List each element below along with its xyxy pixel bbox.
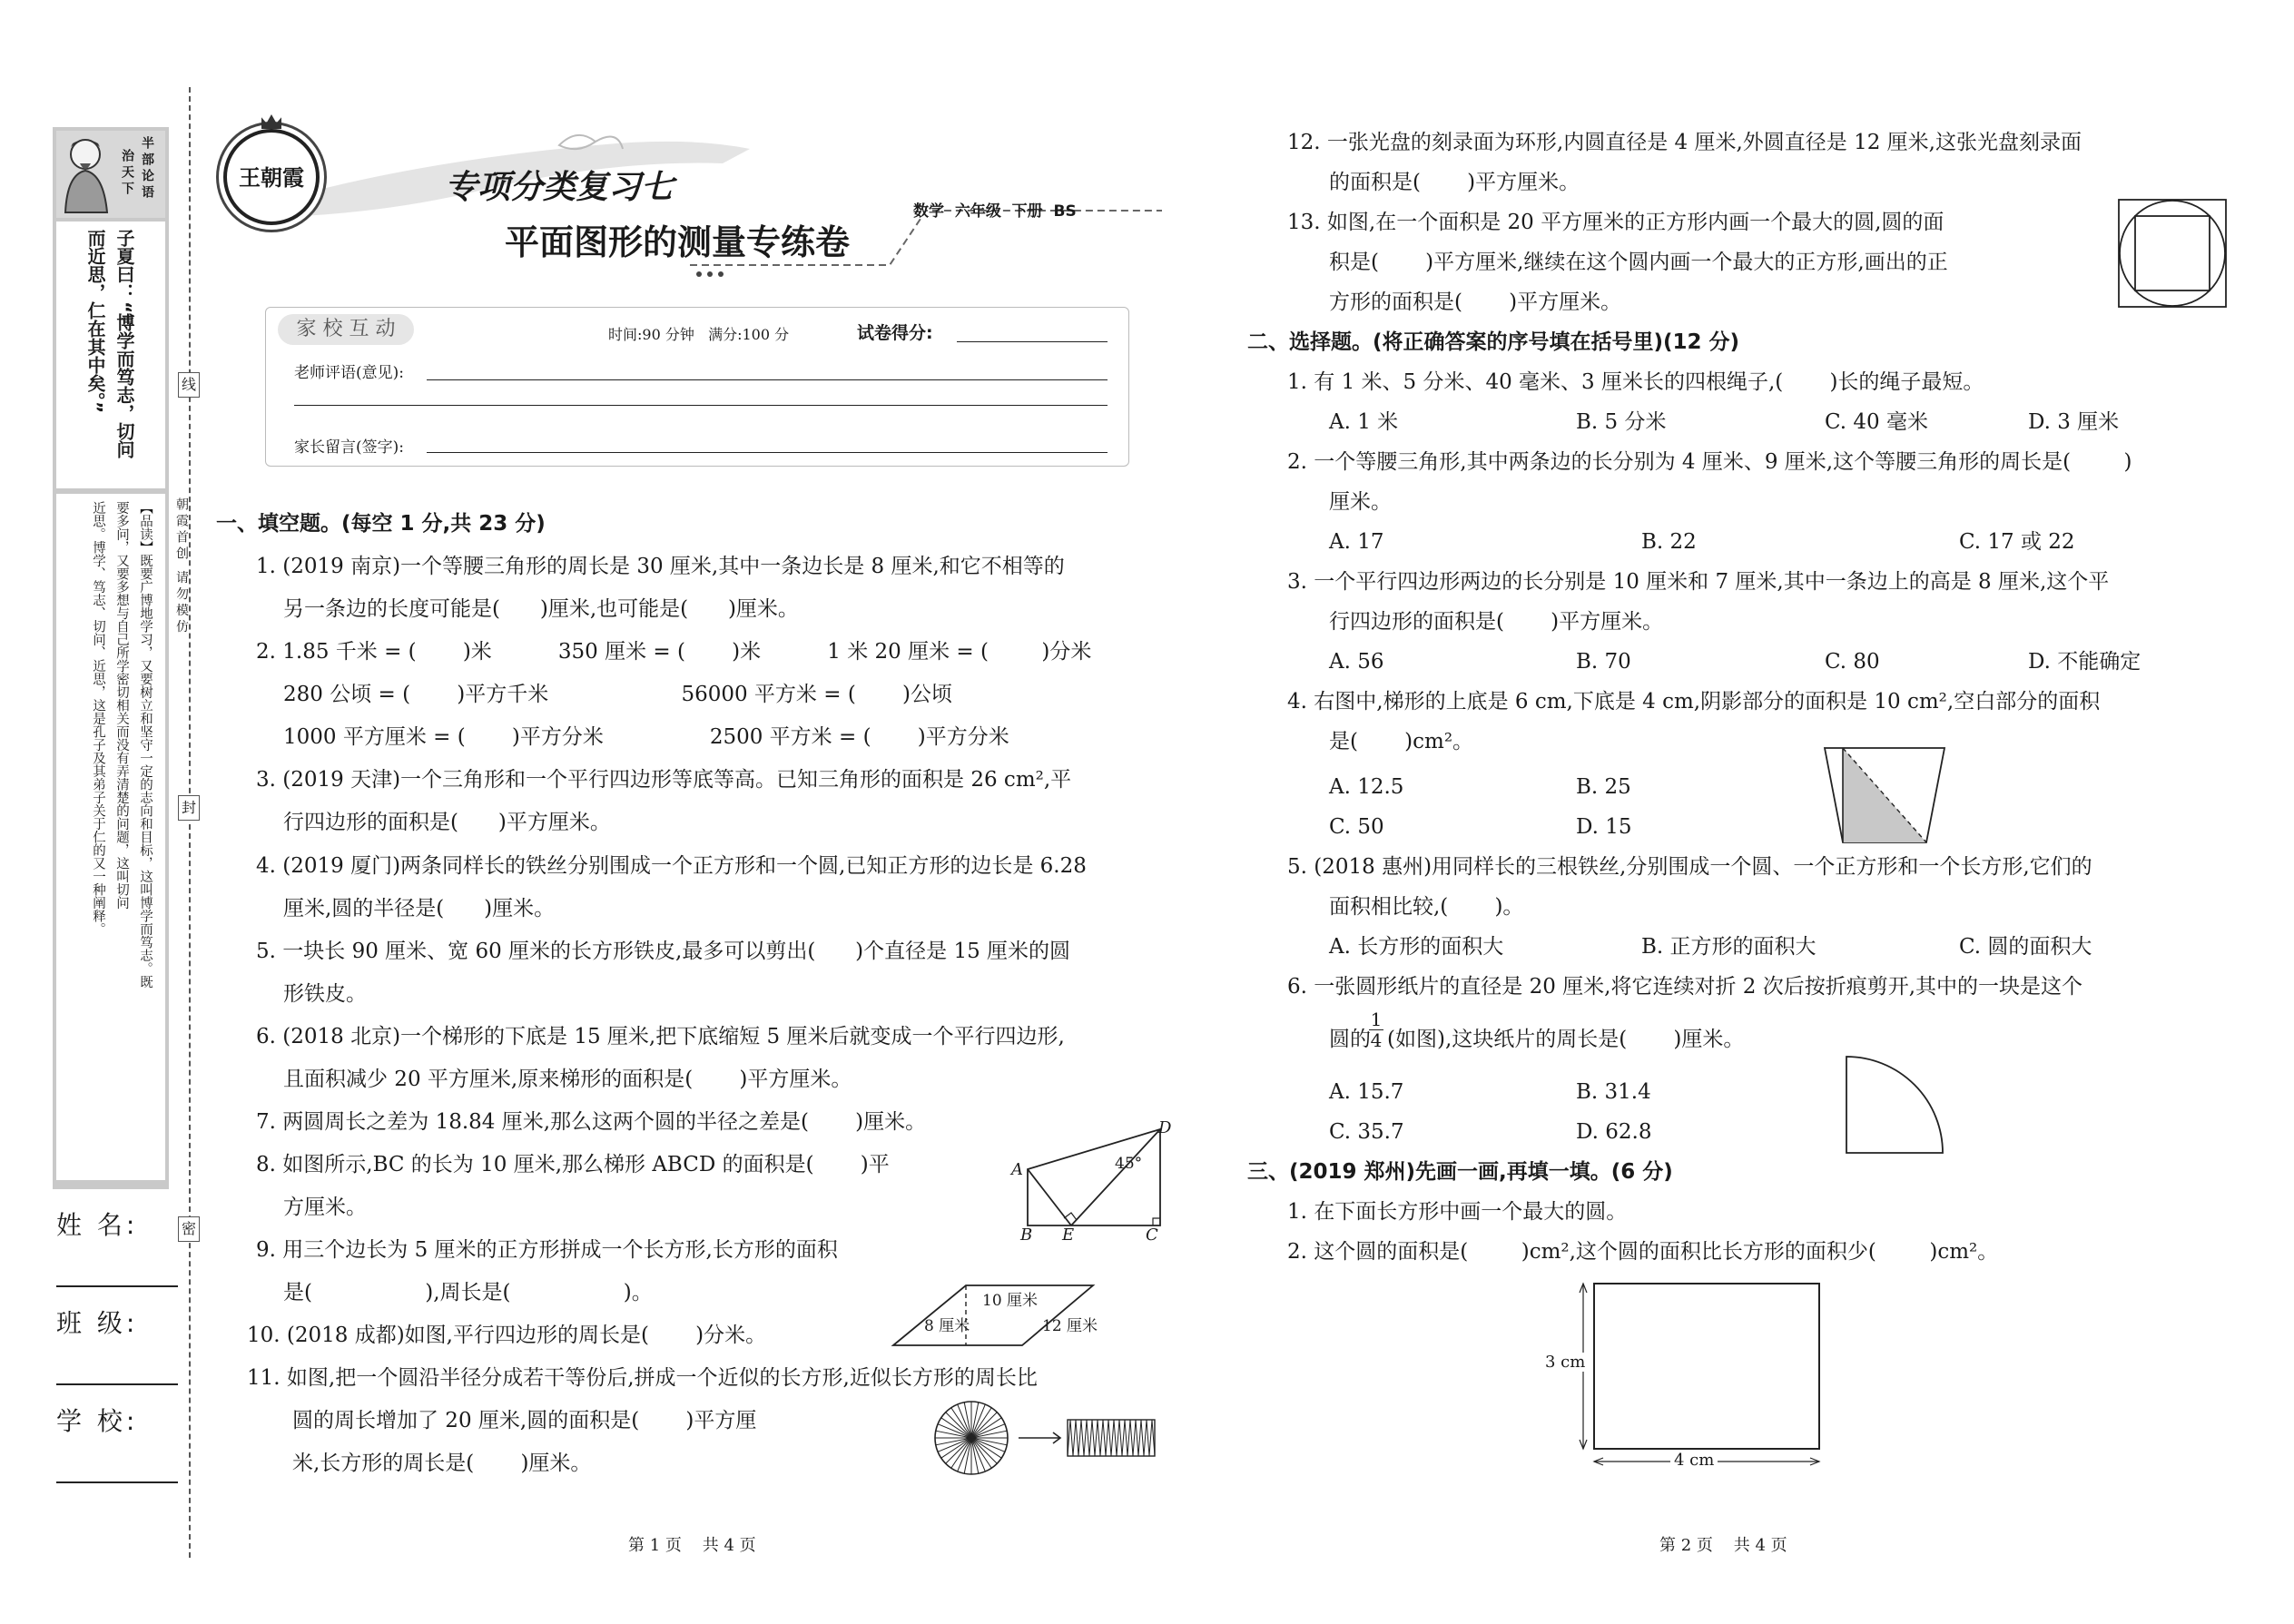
q12-line1: 12. 一张光盘的刻录面为环形,内圆直径是 4 厘米,外圆直径是 12 厘米,这张光盘刻录面 — [1287, 131, 2082, 154]
sector-line — [971, 1438, 997, 1463]
school-field[interactable] — [56, 1402, 178, 1483]
quote-line-1: 子夏曰：“博学而笃志，切问 — [113, 229, 135, 459]
q9-line2: 是( ),周长是( )。 — [283, 1281, 653, 1304]
reading-block — [56, 494, 165, 1180]
q11-line3: 米,长方形的周长是( )厘米。 — [292, 1452, 592, 1475]
motto-col-2: 治天下 — [120, 149, 134, 198]
q7-line1: 7. 两圆周长之差为 18.84 厘米,那么这两个圆的半径之差是( )厘米。 — [256, 1110, 927, 1134]
fig8-label-c: C — [1146, 1225, 1158, 1245]
rect-width-label: 4 cm — [1670, 1451, 1718, 1470]
fraction-one-quarter — [1369, 1009, 1383, 1050]
mc6-option-a[interactable]: A. 15.7 — [1329, 1080, 1404, 1104]
fig8-label-a: A — [1011, 1160, 1023, 1179]
mc3-option-c[interactable]: C. 80 — [1825, 650, 1880, 674]
s3-line1: 1. 在下面长方形中画一个最大的圆。 — [1287, 1200, 1628, 1224]
section3-title: 三、(2019 郑州)先画一画,再填一填。(6 分) — [1247, 1160, 1673, 1184]
q11-line2: 圆的周长增加了 20 厘米,圆的面积是( )平方厘 — [292, 1409, 757, 1432]
sector-line — [946, 1438, 971, 1463]
sector-line — [971, 1412, 997, 1438]
fig8-label-b: B — [1020, 1225, 1033, 1245]
quote-line-2: 而近思，仁在其中矣。” — [84, 229, 106, 414]
motto-block — [56, 131, 165, 218]
q2-line1: 2. 1.85 千米 = ( )米 350 厘米 = ( )米 1 米 20 厘米 = ( )分米 — [256, 640, 1092, 664]
mc3-option-d[interactable]: D. 不能确定 — [2028, 650, 2141, 674]
time-info: 时间:90 分钟 满分:100 分 — [608, 326, 790, 343]
q13-line1: 13. 如图,在一个面积是 20 平方厘米的正方形内画一个最大的圆,圆的面 — [1287, 211, 1944, 234]
mc3-option-a[interactable]: A. 56 — [1329, 650, 1384, 674]
sector-line — [946, 1412, 971, 1438]
header-subtitle: 专项分类复习七 — [445, 169, 674, 206]
mc6-option-c[interactable]: C. 35.7 — [1329, 1120, 1404, 1144]
mc3-line2: 行四边形的面积是( )平方厘米。 — [1329, 610, 1664, 634]
sidebar — [53, 127, 169, 1189]
mc4-line2: 是( )cm²。 — [1329, 730, 1474, 753]
q3-line2: 行四边形的面积是( )平方厘米。 — [283, 811, 611, 834]
subject-tag: 数学 六年级 下册 BS — [913, 202, 1077, 221]
q6-line2: 且面积减少 20 平方厘米,原来梯形的面积是( )平方厘米。 — [283, 1068, 852, 1091]
q2-line3: 1000 平方厘米 = ( )平方分米 2500 平方米 = ( )平方分米 — [283, 725, 1009, 749]
q10-line1: 10. (2018 成都)如图,平行四边形的周长是( )分米。 — [247, 1324, 767, 1347]
q4-line2: 厘米,圆的半径是( )厘米。 — [283, 897, 556, 920]
mc4-option-c[interactable]: C. 50 — [1329, 815, 1384, 839]
mc2-option-b[interactable]: B. 22 — [1641, 530, 1697, 554]
q4-line1: 4. (2019 厦门)两条同样长的铁丝分别围成一个正方形和一个圆,已知正方形的边长是 6.28 — [256, 854, 1087, 878]
s3-rectangle-diagram[interactable] — [1572, 1275, 1826, 1474]
q6-line1: 6. (2018 北京)一个梯形的下底是 15 厘米,把下底缩短 5 厘米后就变成一个平行四边形, — [256, 1025, 1065, 1048]
q5-line2: 形铁皮。 — [283, 982, 367, 1006]
mc1-line: 1. 有 1 米、5 分米、40 毫米、3 厘米长的四根绳子,( )长的绳子最短。 — [1287, 370, 1984, 394]
mc2-line1: 2. 一个等腰三角形,其中两条边的长分别为 4 厘米、9 厘米,这个等腰三角形的周长是( ) — [1287, 450, 2132, 474]
mc2-option-c[interactable]: C. 17 或 22 — [1959, 530, 2075, 554]
mc5-line1: 5. (2018 惠州)用同样长的三根铁丝,分别围成一个圆、一个正方形和一个长方形,它们的 — [1287, 855, 2092, 879]
q8-line1: 8. 如图所示,BC 的长为 10 厘米,那么梯形 ABCD 的面积是( )平 — [256, 1153, 890, 1176]
section2-title: 二、选择题。(将正确答案的序号填在括号里)(12 分) — [1247, 330, 1740, 354]
q9-line1: 9. 用三个边长为 5 厘米的正方形拼成一个长方形,长方形的面积 — [256, 1238, 838, 1262]
mc5-option-a[interactable]: A. 长方形的面积大 — [1329, 935, 1504, 959]
mc4-line1: 4. 右图中,梯形的上底是 6 cm,下底是 4 cm,阴影部分的面积是 10 cm²,空白部分的面积 — [1287, 690, 2101, 714]
fig8-label-e: E — [1062, 1225, 1075, 1245]
q5-line1: 5. 一块长 90 厘米、宽 60 厘米的长方形铁皮,最多可以剪出( )个直径是 15 厘米的圆 — [256, 940, 1071, 963]
fraction-denominator: 4 — [1370, 1029, 1383, 1051]
fig10-label-side: 12 厘米 — [1042, 1317, 1098, 1335]
mc1-option-b[interactable]: B. 5 分米 — [1576, 410, 1667, 434]
teacher-comment-input[interactable] — [427, 379, 1108, 380]
page2-footer: 第 2 页 共 4 页 — [1659, 1536, 1787, 1555]
q12-line2: 的面积是( )平方厘米。 — [1329, 171, 1580, 194]
mc6-option-d[interactable]: D. 62.8 — [1576, 1120, 1652, 1144]
class-field[interactable] — [56, 1304, 178, 1385]
fig6-quarter-circle-diagram — [1843, 1053, 1952, 1156]
mc6-line2-prefix: 圆的 — [1329, 1028, 1371, 1051]
fig8-label-d: D — [1158, 1118, 1172, 1137]
motto-col-1: 半部论语 — [140, 136, 154, 202]
logo-text: 王朝霞 — [239, 164, 304, 191]
s3-line2: 2. 这个圆的面积是( )cm²,这个圆的面积比长方形的面积少( )cm²。 — [1287, 1240, 1999, 1264]
confucius-figure-icon — [58, 134, 114, 214]
home-school-label: 家 校 互 动 — [278, 314, 414, 345]
logo-badge — [223, 129, 320, 225]
mc5-line2: 面积相比较,( )。 — [1329, 895, 1524, 919]
cut-mark-2: 封 — [178, 795, 200, 821]
mc6-option-b[interactable]: B. 31.4 — [1576, 1080, 1651, 1104]
fig11-circle-sectors-diagram — [931, 1398, 1158, 1483]
fig8-angle-label: 45° — [1115, 1155, 1143, 1173]
student-name-label: 姓 名: — [56, 1210, 139, 1240]
fig13-square-circle-diagram — [2117, 198, 2228, 309]
q8-line2: 方厘米。 — [283, 1196, 367, 1219]
page1-footer: 第 1 页 共 4 页 — [628, 1536, 756, 1555]
mc4-option-d[interactable]: D. 15 — [1576, 815, 1632, 839]
q13-line3: 方形的面积是( )平方厘米。 — [1329, 290, 1622, 314]
mc3-line1: 3. 一个平行四边形两边的长分别是 10 厘米和 7 厘米,其中一条边上的高是 8 厘米,这个平 — [1287, 570, 2110, 594]
fig4-trapezoid-diagram — [1821, 744, 1948, 846]
mc5-option-b[interactable]: B. 正方形的面积大 — [1641, 935, 1816, 959]
q3-line1: 3. (2019 天津)一个三角形和一个平行四边形等底等高。已知三角形的面积是 26 cm²,平 — [256, 768, 1072, 792]
cut-line — [189, 87, 191, 1558]
cut-mark-3: 密 — [178, 1216, 200, 1242]
fraction-numerator: 1 — [1370, 1009, 1383, 1030]
q13-line2: 积是( )平方厘米,继续在这个圆内画一个最大的正方形,画出的正 — [1329, 251, 1948, 274]
mc4-option-a[interactable]: A. 12.5 — [1329, 775, 1404, 799]
mc6-line1: 6. 一张圆形纸片的直径是 20 厘米,将它连续对折 2 次后按折痕剪开,其中的一块是这个 — [1287, 975, 2083, 999]
mc4-option-b[interactable]: B. 25 — [1576, 775, 1631, 799]
school-label: 学 校: — [56, 1406, 139, 1436]
teacher-comment-label: 老师评语(意见): — [294, 364, 404, 382]
quote-block — [56, 221, 165, 488]
vertical-note: 朝霞首创 请勿模仿 — [174, 497, 189, 636]
reading-line-2: 要多问，又要多想与自己所学密切相关而没有弄清楚的问题，这叫切问 — [114, 501, 129, 910]
score-input[interactable] — [957, 341, 1108, 342]
section1-title: 一、填空题。(每空 1 分,共 23 分) — [216, 512, 546, 536]
mc1-option-c[interactable]: C. 40 毫米 — [1825, 410, 1928, 434]
q2-line2: 280 公顷 = ( )平方千米 56000 平方米 = ( )公顷 — [283, 683, 952, 706]
page-title: 平面图形的测量专练卷 — [505, 221, 851, 262]
score-label: 试卷得分: — [857, 323, 933, 343]
class-label: 班 级: — [56, 1308, 139, 1338]
parent-message-input[interactable] — [427, 452, 1108, 453]
fig8-trapezoid-diagram — [1008, 1118, 1189, 1245]
cut-mark-1: 线 — [178, 372, 200, 398]
mc1-option-a[interactable]: A. 1 米 — [1329, 410, 1399, 434]
reading-line-1: 【品读】既要广博地学习，又要树立和坚守一定的志向和目标，这叫博学而笃志。既 — [138, 501, 153, 989]
mc2-line2: 厘米。 — [1329, 490, 1392, 514]
mc6-line2-suffix: (如图),这块纸片的周长是( )厘米。 — [1387, 1028, 1745, 1051]
mc5-option-c[interactable]: C. 圆的面积大 — [1959, 935, 2092, 959]
q11-line1: 11. 如图,把一个圆沿半径分成若干等份后,拼成一个近似的长方形,近似长方形的周长比 — [247, 1366, 1038, 1390]
mc1-option-d[interactable]: D. 3 厘米 — [2028, 410, 2120, 434]
reading-line-3: 近思。博学、笃志、切问、近思，这是孔子及其弟子关于仁的又一种阐释。 — [91, 501, 105, 936]
fig10-label-top: 10 厘米 — [982, 1292, 1039, 1310]
fig10-label-height: 8 厘米 — [924, 1317, 970, 1335]
q1-line2: 另一条边的长度可能是( )厘米,也可能是( )厘米。 — [283, 597, 799, 621]
mc2-option-a[interactable]: A. 17 — [1329, 530, 1384, 554]
teacher-comment-line-2 — [294, 405, 1108, 406]
student-name-field[interactable] — [56, 1206, 178, 1287]
rect-height-label: 3 cm — [1545, 1353, 1586, 1372]
parent-message-label: 家长留言(签字): — [294, 438, 404, 457]
mc3-option-b[interactable]: B. 70 — [1576, 650, 1631, 674]
q1-line1: 1. (2019 南京)一个等腰三角形的周长是 30 厘米,其中一条边长是 8 厘米,和它不相等的 — [256, 555, 1065, 578]
